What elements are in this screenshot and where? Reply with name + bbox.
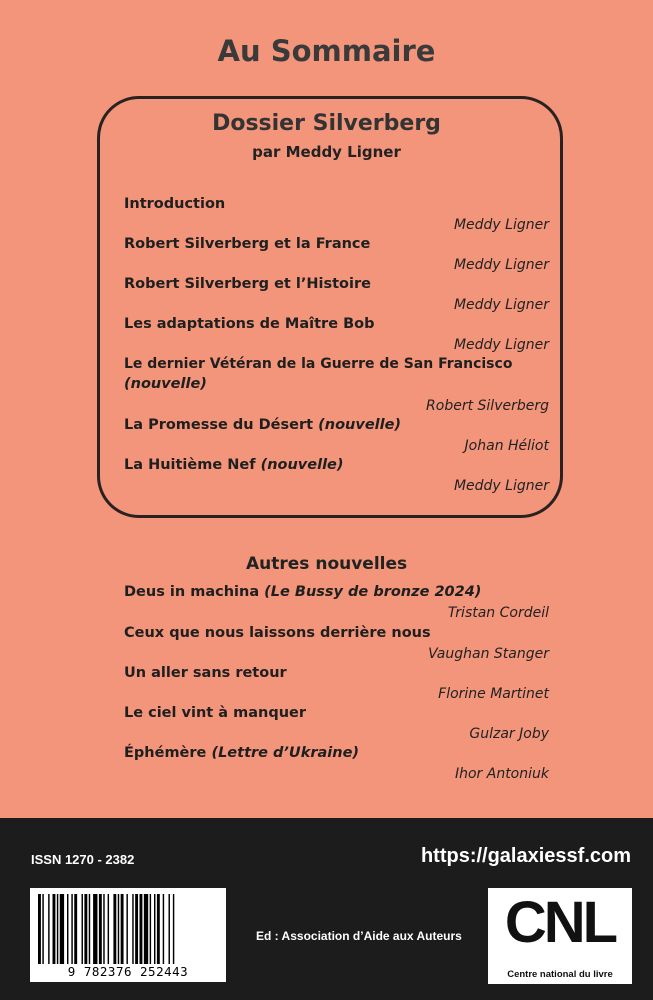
cnl-logo — [488, 888, 632, 984]
dossier-entry-author: Meddy Ligner — [453, 297, 549, 313]
cnl-logo-text: CNL — [504, 890, 616, 955]
barcode — [30, 888, 226, 982]
barcode-bar — [126, 894, 127, 964]
barcode-bar — [150, 894, 151, 964]
barcode-bar — [140, 894, 143, 964]
barcode-bar — [113, 894, 116, 964]
dossier-entry-author: Robert Silverberg — [426, 398, 549, 414]
barcode-bar — [108, 894, 109, 964]
barcode-bar — [38, 894, 41, 964]
dossier-entry-title: Les adaptations de Maître Bob — [124, 316, 375, 332]
barcode-bar — [57, 894, 58, 964]
barcode-bar — [53, 894, 56, 964]
story-title: Éphémère (Lettre d’Ukraine) — [124, 745, 360, 761]
barcode-bar — [163, 894, 164, 964]
dossier-entry-author: Meddy Ligner — [453, 217, 549, 233]
dossier-entry-title: Introduction — [124, 196, 226, 212]
issn-label: ISSN 1270 - 2382 — [31, 852, 135, 867]
barcode-number: 9 782376 252443 — [67, 964, 189, 979]
dossier-entry-title: La Huitième Nef (nouvelle) — [124, 457, 344, 473]
barcode-bar — [89, 894, 90, 964]
barcode-bar — [67, 894, 68, 964]
dossier-entry-author: Johan Héliot — [464, 438, 549, 454]
dossier-entry-author: Meddy Ligner — [453, 337, 549, 353]
barcode-bar — [84, 894, 87, 964]
barcode-bar — [121, 894, 124, 964]
autres-nouvelles-heading: Autres nouvelles — [246, 554, 408, 574]
story-author: Gulzar Joby — [469, 726, 549, 742]
barcode-bar — [169, 894, 170, 964]
publisher-label: Ed : Association d’Aide aux Auteurs — [256, 929, 462, 943]
cnl-logo-subtitle: Centre national du livre — [507, 969, 613, 980]
barcode-bar — [103, 894, 104, 964]
story-title: Un aller sans retour — [124, 665, 287, 681]
website-link[interactable]: https://galaxiessf.com — [420, 845, 631, 867]
barcode-bar — [157, 894, 160, 964]
dossier-subtitle: par Meddy Ligner — [252, 143, 401, 161]
barcode-bar — [82, 894, 83, 964]
story-author: Vaughan Stanger — [428, 646, 549, 662]
dossier-entry-title: Robert Silverberg et l’Histoire — [124, 276, 371, 292]
barcode-bar — [99, 894, 102, 964]
dossier-entry-title: La Promesse du Désert (nouvelle) — [124, 417, 402, 433]
barcode-bar — [132, 894, 133, 964]
barcode-bar — [48, 894, 49, 964]
barcode-bar — [135, 894, 138, 964]
page-title: Au Sommaire — [217, 34, 436, 68]
story-title: Le ciel vint à manquer — [124, 705, 307, 721]
barcode-bar — [118, 894, 119, 964]
story-title: Ceux que nous laissons derrière nous — [124, 625, 431, 641]
barcode-bars — [36, 894, 220, 964]
barcode-bar — [42, 894, 43, 964]
story-author: Florine Martinet — [438, 686, 549, 702]
barcode-bar — [71, 894, 72, 964]
barcode-bar — [144, 894, 148, 964]
barcode-bar — [60, 894, 64, 964]
story-author: Ihor Antoniuk — [454, 766, 549, 782]
dossier-entry-title: Le dernier Vétéran de la Guerre de San Francisco — [124, 356, 513, 372]
story-title: Deus in machina (Le Bussy de bronze 2024) — [124, 584, 482, 600]
dossier-entry-author: Meddy Ligner — [453, 478, 549, 494]
dossier-title: Dossier Silverberg — [212, 111, 441, 136]
dossier-entry-title: Robert Silverberg et la France — [124, 236, 371, 252]
barcode-bar — [154, 894, 155, 964]
dossier-entry-tag: (nouvelle) — [124, 376, 207, 392]
barcode-bar — [173, 894, 174, 964]
dossier-entry-author: Meddy Ligner — [453, 257, 549, 273]
barcode-bar — [93, 894, 97, 964]
story-author: Tristan Cordeil — [447, 605, 549, 621]
barcode-bar — [74, 894, 77, 964]
